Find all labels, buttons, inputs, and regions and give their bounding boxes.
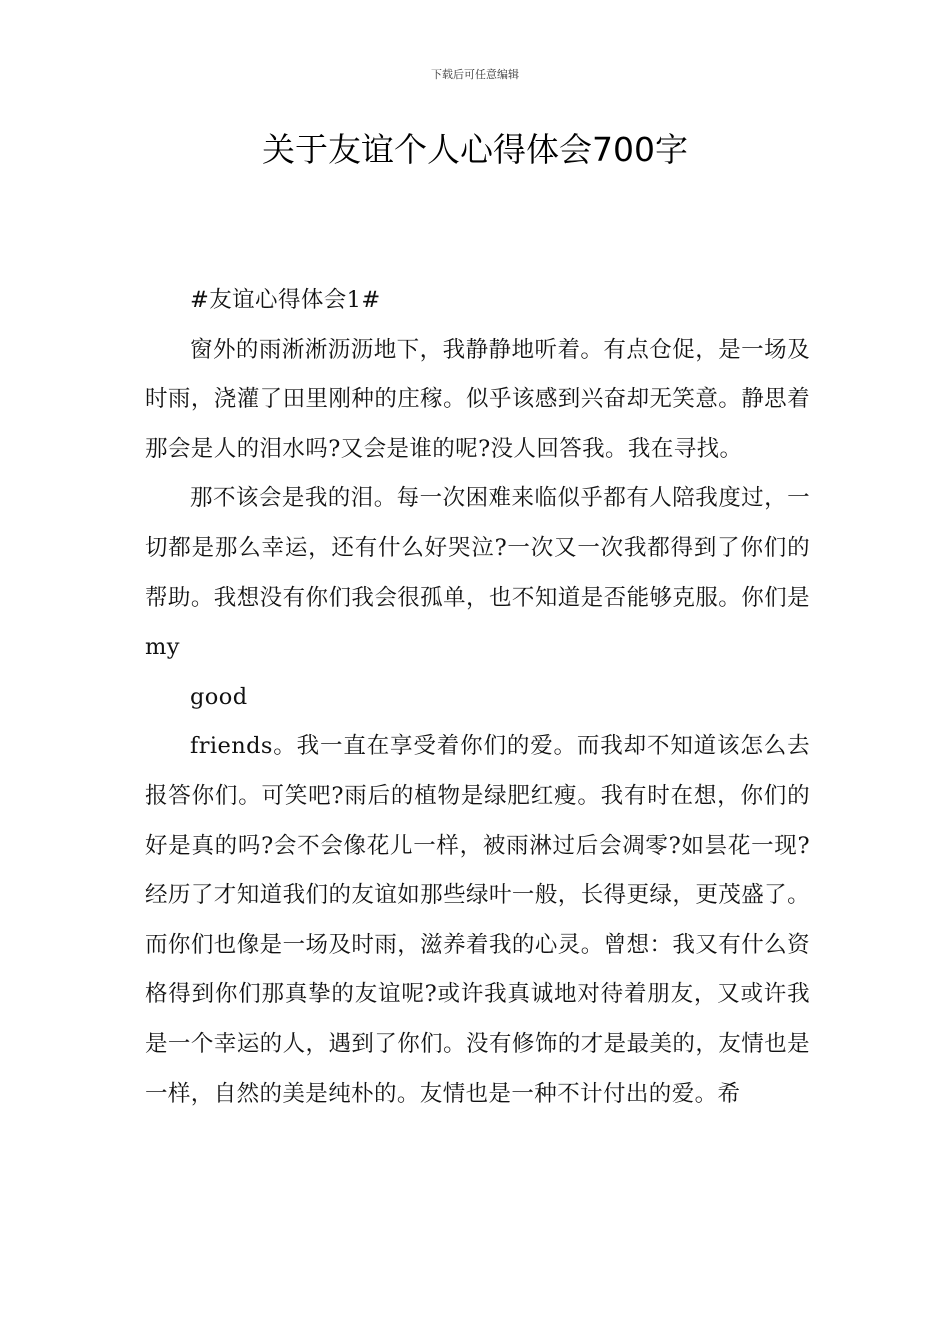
paragraph: 那不该会是我的泪。每一次困难来临似乎都有人陪我度过，一切都是那么幸运，还有什么好哭泣?一次又一次我都得到了你们的帮助。我想没有你们我会很孤单，也不知道是否能够克服。你们是my (145, 485, 810, 661)
document-title: 关于友谊个人心得体会700字 (262, 130, 688, 169)
paragraph: good (190, 683, 248, 710)
document-body (145, 276, 810, 1119)
paragraph: friends。我一直在享受着你们的爱。而我却不知道该怎么去报答你们。可笑吧?雨后的植物是绿肥红瘦。我有时在想，你们的好是真的吗?会不会像花儿一样，被雨淋过后会凋零?如昙花一现?经历了才知道我们的友谊如那些绿叶一般，长得更绿，更茂盛了。而你们也像是一场及时雨，滋养着我的心灵。曾想：我又有什么资格得到你们那真挚的友谊呢?或许我真诚地对待着朋友，又或许我是一个幸运的人，遇到了你们。没有修饰的才是最美的，友情也是一样，自然的美是纯朴的。友情也是一种不计付出的爱。希 (145, 733, 810, 1107)
header-note: 下载后可任意编辑 (431, 68, 519, 81)
section-heading: #友谊心得体会1# (190, 287, 381, 313)
paragraph: 窗外的雨淅淅沥沥地下，我静静地听着。有点仓促，是一场及时雨，浇灌了田里刚种的庄稼。似乎该感到兴奋却无笑意。静思着那会是人的泪水吗?又会是谁的呢?没人回答我。我在寻找。 (145, 336, 810, 462)
